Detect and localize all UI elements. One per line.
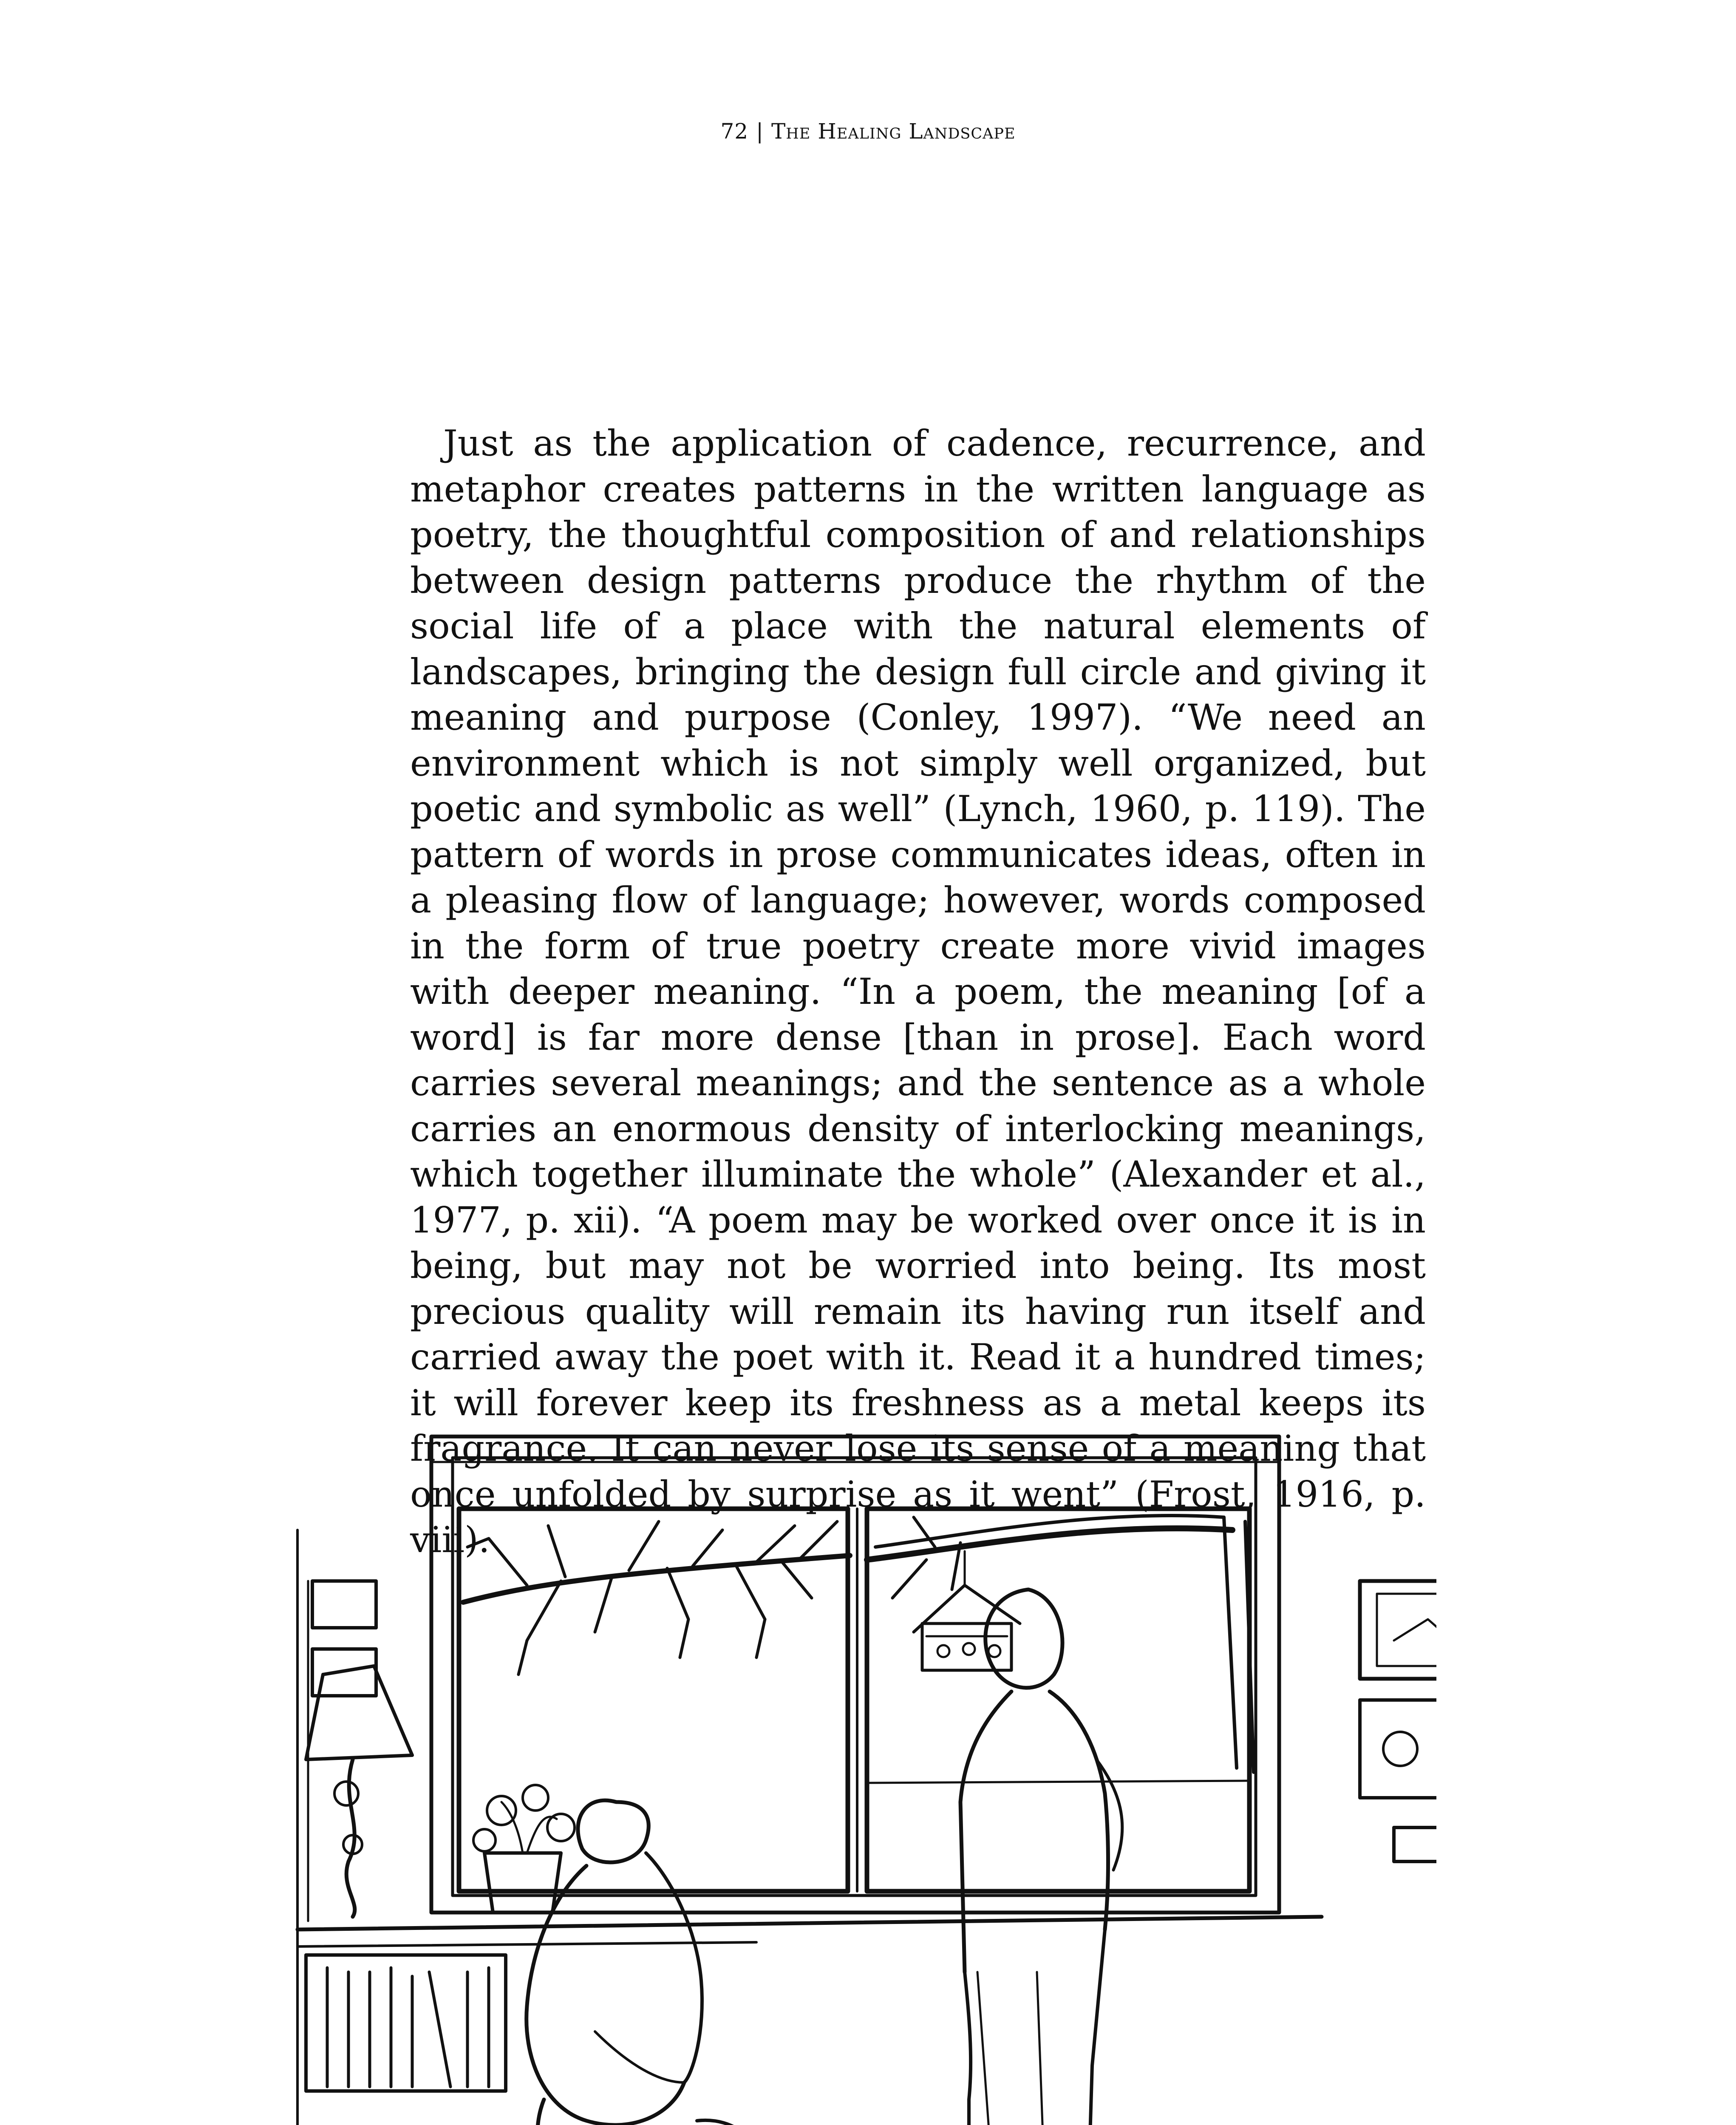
header-separator: | [756, 119, 764, 144]
book-title: The Healing Landscape [771, 119, 1016, 144]
tree-trunk [867, 1516, 1254, 1772]
sketch-drawing [289, 1420, 1436, 2125]
body-paragraph: Just as the application of cadence, recurrence, and metaphor creates patterns in the written language as poetry, the thoughtful composition of and relationships between design patterns produce the rhythm of the social life of a place with the natural elements of landscapes, bringing the design full circle and giving it meaning and purpose (Conley, 1997). “We need an environment which is not simply well organized, but poetic and symbolic as well” (Lynch, 1960, p. 119). The pattern of words in prose communicates ideas, often in a pleasing flow of language; however, words composed in the form of true poetry create more vivid images with deeper meaning. “In a poem, the meaning [of a word] is far more dense [than in prose]. Each word carries several meanings; and the sentence as a whole carries an enormous density of interlocking meanings, which together illuminate the whole” (Alexander et al., 1977, p. xii). “A poem may be worked over once it is in being, but may not be worried into being. Its most precious quality will remain its having run itself and carried away the poet with it. Read it a hundred times; it will forever keep its freshness as a metal keeps its fragrance. It can never lose its sense of a meaning that once unfolded by surprise as it went” (Frost, 1916, p. viii). [410, 422, 1426, 1561]
bird-feeder [914, 1551, 1020, 1670]
seated-figure [527, 1800, 758, 2125]
bookshelf [297, 1917, 1322, 2091]
running-head [0, 119, 1736, 144]
wall-picture-left-1 [312, 1581, 376, 1628]
lamp [297, 1530, 412, 2125]
wall-pictures-right [1360, 1581, 1436, 1862]
tree-branch [463, 1522, 850, 1674]
page-number: 72 [720, 119, 749, 144]
horizon-line [869, 1781, 1247, 1783]
illustration [289, 1420, 1436, 2125]
